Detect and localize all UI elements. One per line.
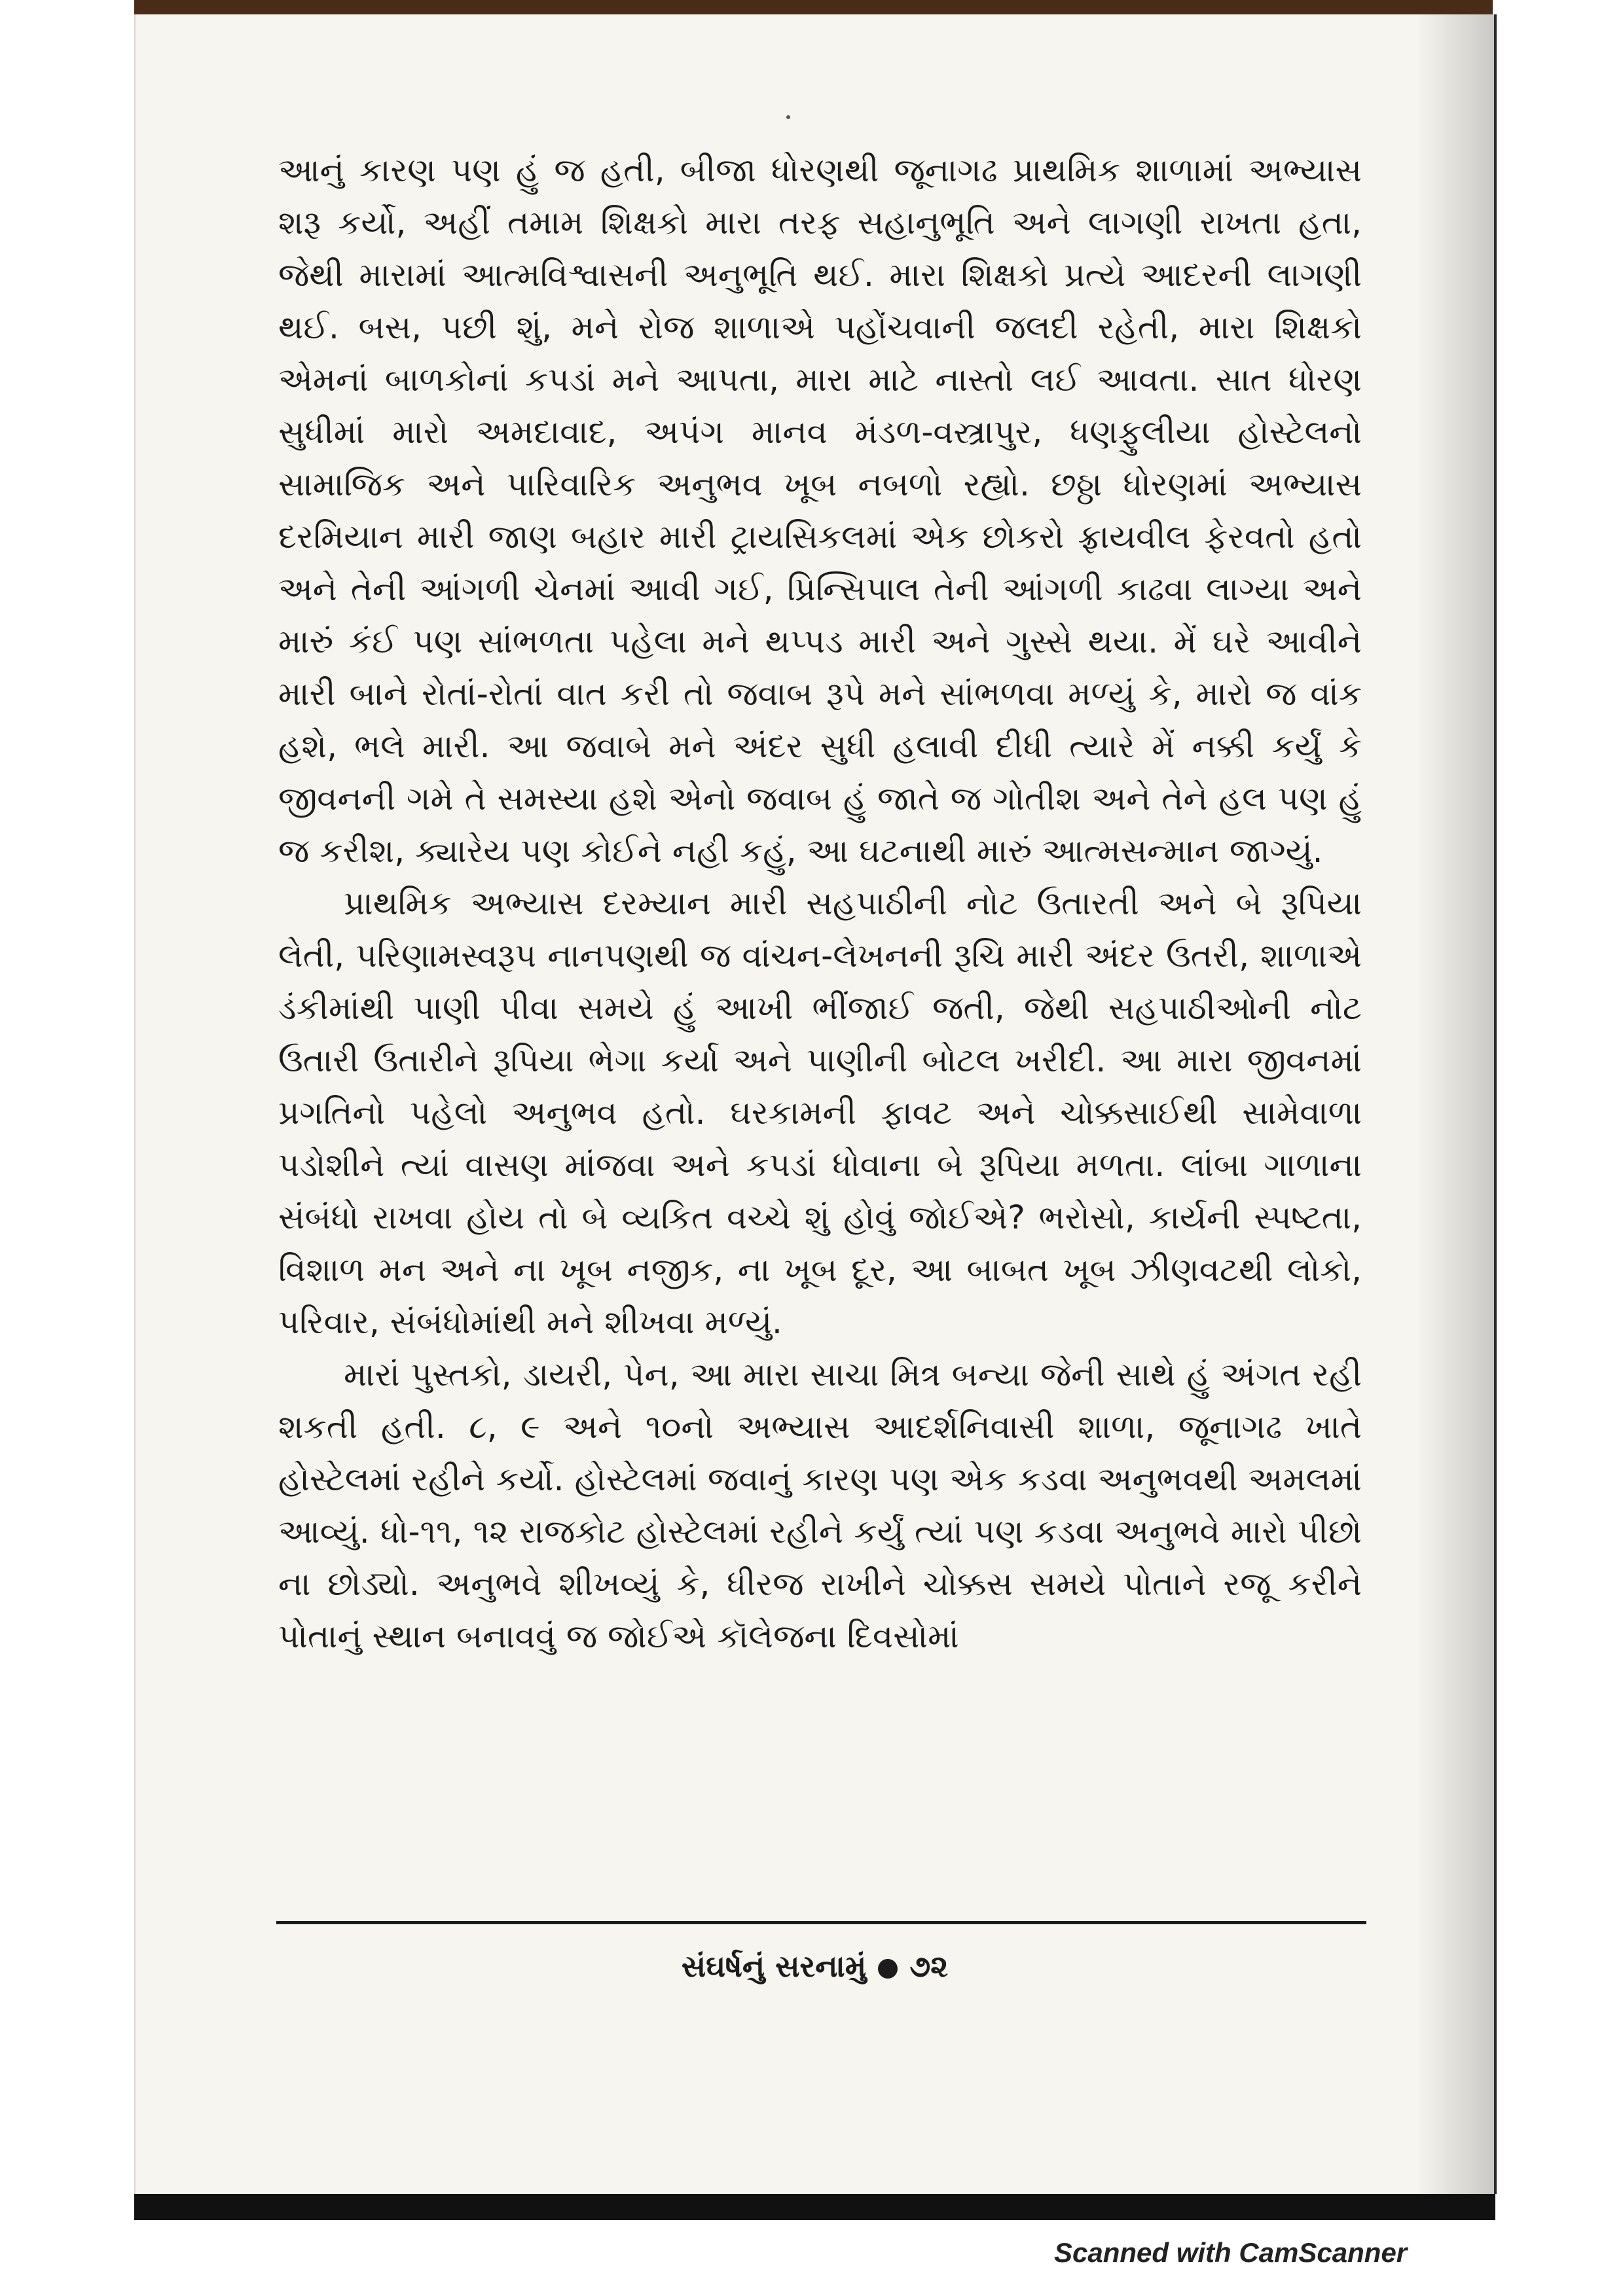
book-page	[134, 14, 1497, 2194]
page-footer	[136, 1948, 1494, 1985]
paragraph-1: આનું કારણ પણ હું જ હતી, બીજા ધોરણથી જૂનાગઢ પ્રાથમિક શાળામાં અભ્યાસ શરૂ કર્યો, અહીં તમામ શિક્ષકો મારા તરફ સહાનુભૂતિ અને લાગણી રાખતા હતા, જેથી મારામાં આત્મવિશ્વાસની અનુભૂતિ થઈ. મારા શિક્ષકો પ્રત્યે આદરની લાગણી થઈ. બસ, પછી શું, મને રોજ શાળાએ પહોંચવાની જલદી રહેતી, મારા શિક્ષકો એમનાં બાળકોનાં કપડાં મને આપતા, મારા માટે નાસ્તો લઈ આવતા. સાત ધોરણ સુધીમાં મારો અમદાવાદ, અપંગ માનવ મંડળ-વસ્ત્રાપુર, ધણફુલીયા હોસ્ટેલનો સામાજિક અને પારિવારિક અનુભવ ખૂબ નબળો રહ્યો. છઠ્ઠા ધોરણમાં અભ્યાસ દરમિયાન મારી જાણ બહાર મારી ટ્રાયસિકલમાં એક છોકરો ફ્રાયવીલ ફેરવતો હતો અને તેની આંગળી ચેનમાં આવી ગઈ, પ્રિન્સિપાલ તેની આંગળી કાઢવા લાગ્યા અને મારું કંઈ પણ સાંભળતા પહેલા મને થપ્પડ મારી અને ગુસ્સે થયા. મેં ઘરે આવીને મારી બાને રોતાં-રોતાં વાત કરી તો જવાબ રૂપે મને સાંભળવા મળ્યું કે, મારો જ વાંક હશે, ભલે મારી. આ જવાબે મને અંદર સુધી હલાવી દીધી ત્યારે મેં નક્કી કર્યું કે જીવનની ગમે તે સમસ્યા હશે એનો જવાબ હું જાતે જ ગોતીશ અને તેને હલ પણ હું જ કરીશ, ક્યારેય પણ કોઈને નહી કહું, આ ઘટનાથી મારું આત્મસન્માન જાગ્યું.	[278, 151, 1362, 870]
page-top-edge	[134, 0, 1493, 14]
book-title: સંઘર્ષનું સરનામું	[681, 1948, 867, 1984]
bullet-icon	[878, 1959, 898, 1979]
scanner-watermark: Scanned with CamScanner	[1054, 2237, 1408, 2268]
paragraph-2: પ્રાથમિક અભ્યાસ દરમ્યાન મારી સહપાઠીની નોટ ઉતારતી અને બે રૂપિયા લેતી, પરિણામસ્વરૂપ નાનપણથી જ વાંચન-લેખનની રૂચિ મારી અંદર ઉતરી, શાળાએ ડંકીમાંથી પાણી પીવા સમયે હું આખી ભીંજાઈ જતી, જેથી સહપાઠીઓની નોટ ઉતારી ઉતારીને રૂપિયા ભેગા કર્યા અને પાણીની બોટલ ખરીદી. આ મારા જીવનમાં પ્રગતિનો પહેલો અનુભવ હતો. ઘરકામની ફાવટ અને ચોક્કસાઈથી સામેવાળા પડોશીને ત્યાં વાસણ માંજવા અને કપડાં ધોવાના બે રૂપિયા મળતા. લાંબા ગાળાના સંબંધો રાખવા હોય તો બે વ્યકિત વચ્ચે શું હોવું જોઈએ? ભરોસો, કાર્યની સ્પષ્ટતા, વિશાળ મન અને ના ખૂબ નજીક, ના ખૂબ દૂર, આ બાબત ખૂબ ઝીણવટથી લોકો, પરિવાર, સંબંધોમાંથી મને શીખવા મળ્યું.	[278, 884, 1362, 1341]
page-number: ૭૨	[909, 1948, 949, 1984]
page-bottom-edge	[134, 2194, 1495, 2220]
paragraph-3: મારાં પુસ્તકો, ડાયરી, પેન, આ મારા સાચા મિત્ર બન્યા જેની સાથે હું અંગત રહી શકતી હતી. ૮, ૯ અને ૧૦નો અભ્યાસ આદર્શનિવાસી શાળા, જૂનાગઢ ખાતે હોસ્ટેલમાં રહીને કર્યો. હોસ્ટેલમાં જવાનું કારણ પણ એક કડવા અનુભવથી અમલમાં આવ્યું. ધો-૧૧, ૧૨ રાજકોટ હોસ્ટેલમાં રહીને કર્યું ત્યાં પણ કડવા અનુભવે મારો પીછો ના છોડ્યો. અનુભવે શીખવ્યું કે, ધીરજ રાખીને ચોક્કસ સમયે પોતાને રજૂ કરીને પોતાનું સ્થાન બનાવવું જ જોઈએ કૉલેજના દિવસોમાં	[278, 1355, 1362, 1655]
body-text	[278, 144, 1362, 1662]
page-shadow	[1415, 14, 1494, 2194]
print-speck	[786, 115, 790, 119]
footer-rule	[276, 1921, 1366, 1924]
